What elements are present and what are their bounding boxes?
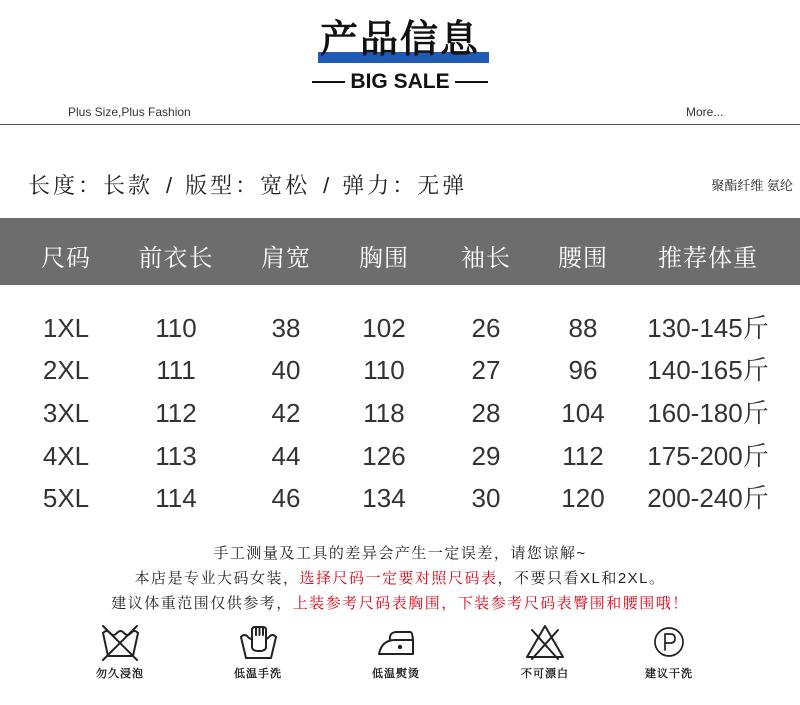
shoulder-cell: 44	[271, 441, 301, 471]
attributes-line	[28, 172, 467, 200]
size-table-header	[0, 218, 800, 285]
table-row	[0, 483, 800, 513]
shoulder-cell: 46	[271, 483, 301, 513]
page-title: 产品信息	[319, 19, 480, 61]
size-cell: 3XL	[42, 398, 90, 428]
note-size-advice	[0, 570, 800, 588]
note-text: 建议体重范围仅供参考，	[111, 595, 293, 612]
size-cell: 1XL	[42, 313, 90, 343]
subtitle-rule-right	[455, 81, 488, 83]
note-text: 本店是专业大码女装，	[134, 570, 300, 587]
size-cell: 5XL	[42, 483, 90, 513]
weight-cell: 175-200斤	[647, 441, 769, 471]
no-bleach-icon	[523, 622, 567, 662]
note-highlight: 上装参考尺码表胸围，下装参考尺码表臀围和腰围哦！	[292, 595, 689, 612]
attribute-fit: 版型：宽松	[185, 173, 311, 198]
bust-cell: 102	[362, 313, 406, 343]
sleeve-cell: 28	[471, 398, 501, 428]
front-length-cell: 110	[155, 313, 197, 343]
sleeve-cell: 27	[471, 355, 501, 385]
column-header-bust: 胸围	[359, 245, 409, 272]
waist-cell: 96	[568, 355, 598, 385]
subtitle-row	[0, 70, 800, 94]
weight-cell: 130-145斤	[647, 313, 769, 343]
note-weight-reference	[0, 595, 800, 613]
column-header-front-length: 前衣长	[138, 245, 214, 272]
hand-wash-icon	[236, 622, 280, 662]
waist-cell: 112	[562, 441, 604, 471]
front-length-cell: 111	[156, 355, 196, 385]
attribute-separator: /	[323, 173, 330, 198]
care-item-hand-wash	[213, 622, 303, 684]
note-measurement-tolerance	[0, 545, 800, 563]
care-label: 低温手洗	[234, 668, 282, 680]
more-link[interactable]: More...	[686, 105, 724, 119]
shoulder-cell: 38	[271, 313, 301, 343]
care-item-no-soak	[75, 622, 165, 684]
material-composition: 聚酯纤维 氨纶	[711, 178, 793, 193]
attribute-length: 长度：长款	[28, 173, 154, 198]
size-cell: 2XL	[42, 355, 90, 385]
column-header-weight: 推荐体重	[658, 245, 758, 272]
sleeve-cell: 26	[471, 313, 501, 343]
weight-cell: 160-180斤	[647, 398, 769, 428]
attribute-separator: /	[166, 173, 173, 198]
table-row	[0, 355, 800, 385]
waist-cell: 120	[561, 483, 605, 513]
bust-cell: 110	[363, 355, 405, 385]
tagline: Plus Size,Plus Fashion	[68, 105, 191, 119]
shoulder-cell: 40	[271, 355, 301, 385]
front-length-cell: 112	[155, 398, 197, 428]
care-label: 勿久浸泡	[96, 668, 144, 680]
attribute-stretch: 弹力：无弹	[342, 173, 468, 198]
table-row	[0, 313, 800, 343]
bust-cell: 118	[363, 398, 405, 428]
size-cell: 4XL	[42, 441, 90, 471]
front-length-cell: 113	[155, 441, 197, 471]
weight-cell: 200-240斤	[647, 483, 769, 513]
care-label: 建议干洗	[645, 668, 693, 680]
weight-cell: 140-165斤	[647, 355, 769, 385]
table-row	[0, 441, 800, 471]
title-block	[0, 17, 800, 63]
sleeve-cell: 29	[471, 441, 501, 471]
subtitle: BIG SALE	[350, 70, 450, 93]
table-row	[0, 398, 800, 428]
care-item-no-bleach	[500, 622, 590, 684]
dry-clean-icon	[647, 622, 691, 662]
column-header-sleeve: 袖长	[461, 245, 511, 272]
waist-cell: 88	[568, 313, 598, 343]
bust-cell: 126	[362, 441, 406, 471]
column-header-size: 尺码	[41, 245, 91, 272]
note-text: 手工测量及工具的差异会产生一定误差，请您谅解~	[213, 545, 587, 562]
waist-cell: 104	[561, 398, 605, 428]
sleeve-cell: 30	[471, 483, 501, 513]
care-item-dry-clean	[624, 622, 714, 684]
shoulder-cell: 42	[271, 398, 301, 428]
header-row	[0, 244, 800, 274]
column-header-waist: 腰围	[558, 245, 608, 272]
bust-cell: 134	[362, 483, 406, 513]
note-text: ，不要只看XL和2XL。	[497, 570, 666, 587]
care-label: 低温熨烫	[372, 668, 420, 680]
subtitle-rule-left	[312, 81, 345, 83]
column-header-shoulder: 肩宽	[261, 245, 311, 272]
front-length-cell: 114	[155, 483, 197, 513]
note-highlight: 选择尺码一定要对照尺码表	[299, 570, 498, 587]
care-item-low-iron	[351, 622, 441, 684]
low-iron-icon	[374, 622, 418, 662]
no-soak-icon	[98, 622, 142, 662]
care-label: 不可漂白	[521, 668, 569, 680]
header-divider	[0, 124, 800, 125]
